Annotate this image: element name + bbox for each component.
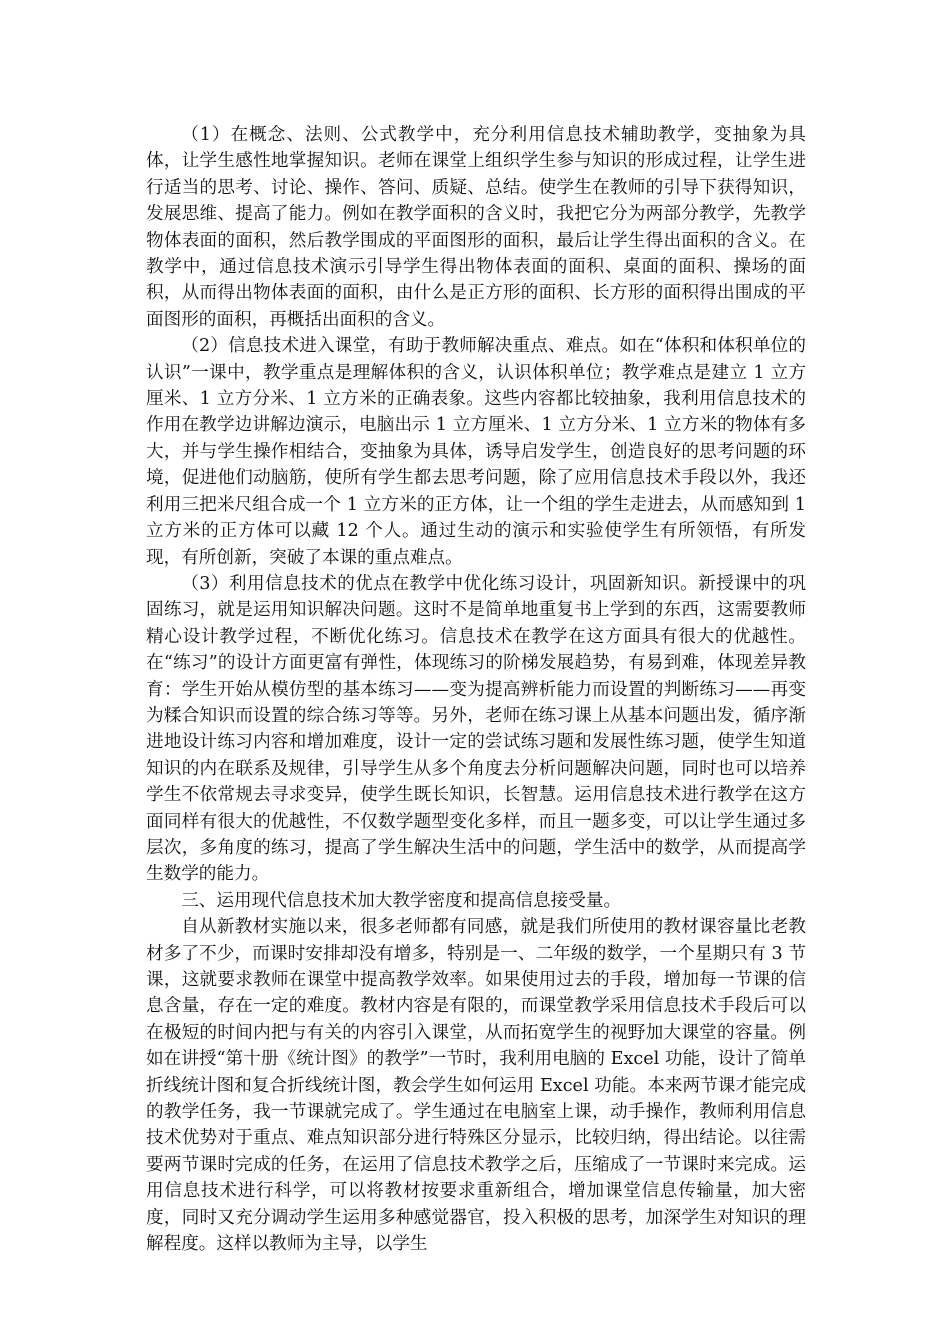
paragraph-3: （3）利用信息技术的优点在教学中优化练习设计，巩固新知识。新授课中的巩固练习，就是运用知识解决问题。这时不是简单地重复书上学到的东西，这需要教师精心设计教学过程，不断优化练习。信息技术在教学在这方面具有很大的优越性。在“练习”的设计方面更富有弹性，体现练习的阶梯发展趋势，有易到难，体现差异教育：学生开始从模仿型的基本练习——变为提高辨析能力而设置的判断练习——再变为糅合知识而设置的综合练习等等。另外，老师在练习课上从基本问题出发，循序渐进地设计练习内容和增加难度，设计一定的尝试练习题和发展性练习题，使学生知道知识的内在联系及规律，引导学生从多个角度去分析问题解决问题，同时也可以培养学生不依常规去寻求变异，使学生既长知识，长智慧。运用信息技术进行教学在这方面同样有很大的优越性，不仅数学题型变化多样，而且一题多变，可以让学生通过多层次，多角度的练习，提高了学生解决生活中的问题，学生活中的数学，从而提高学生数学的能力。	[146, 573, 806, 885]
document-page	[146, 122, 806, 1257]
paragraph-1: （1）在概念、法则、公式教学中，充分利用信息技术辅助教学，变抽象为具体，让学生感性地掌握知识。老师在课堂上组织学生参与知识的形成过程，让学生进行适当的思考、讨论、操作、答问、质疑、总结。使学生在教师的引导下获得知识，发展思维、提高了能力。例如在教学面积的含义时，我把它分为两部分教学，先教学物体表面的面积，然后教学围成的平面图形的面积，最后让学生得出面积的含义。在教学中，通过信息技术演示引导学生得出物体表面的面积、桌面的面积、操场的面积，从而得出物体表面的面积，由什么是正方形的面积、长方形的面积得出围成的平面图形的面积，再概括出面积的含义。	[146, 125, 806, 330]
section-heading: 三、运用现代信息技术加大教学密度和提高信息接受量。	[181, 890, 622, 911]
paragraph-2: （2）信息技术进入课堂，有助于教师解决重点、难点。如在“体积和体积单位的认识”一课中，教学重点是理解体积的含义，认识体积单位；教学难点是建立 1 立方厘米、1 立方分米、1 立方米的正确表象。这些内容都比较抽象，我利用信息技术的作用在教学边讲解边演示，电脑出示 1 立方厘米、1 立方分米、1 立方米的物体有多大，并与学生操作相结合，变抽象为具体，诱导启发学生，创造良好的思考问题的环境，促进他们动脑筋，使所有学生都去思考问题，除了应用信息技术手段以外，我还利用三把米尺组合成一个 1 立方米的正方体，让一个组的学生走进去，从而感知到 1 立方米的正方体可以藏 12 个人。通过生动的演示和实验使学生有所领悟，有所发现，有所创新，突破了本课的重点难点。	[146, 336, 806, 568]
paragraph-4: 自从新教材实施以来，很多老师都有同感，就是我们所使用的教材课容量比老教材多了不少，而课时安排却没有增多，特别是一、二年级的数学，一个星期只有 3 节课，这就要求教师在课堂中提高教学效率。如果使用过去的手段，增加每一节课的信息含量，存在一定的难度。教材内容是有限的，而课堂教学采用信息技术手段后可以在极短的时间内把与有关的内容引入课堂，从而拓宽学生的视野加大课堂的容量。例如在讲授“第十册《统计图》的教学”一节时，我利用电脑的 Excel 功能，设计了简单折线统计图和复合折线统计图，教会学生如何运用 Excel 功能。本来两节课才能完成的教学任务，我一节课就完成了。学生通过在电脑室上课，动手操作，教师利用信息技术优势对于重点、难点知识部分进行特殊区分显示，比较归纳，得出结论。以往需要两节课时完成的任务，在运用了信息技术教学之后，压缩成了一节课时来完成。运用信息技术进行科学，可以将教材按要求重新组合，增加课堂信息传输量，加大密度，同时又充分调动学生运用多种感觉器官，投入积极的思考，加深学生对知识的理解程度。这样以教师为主导，以学生	[146, 917, 806, 1255]
